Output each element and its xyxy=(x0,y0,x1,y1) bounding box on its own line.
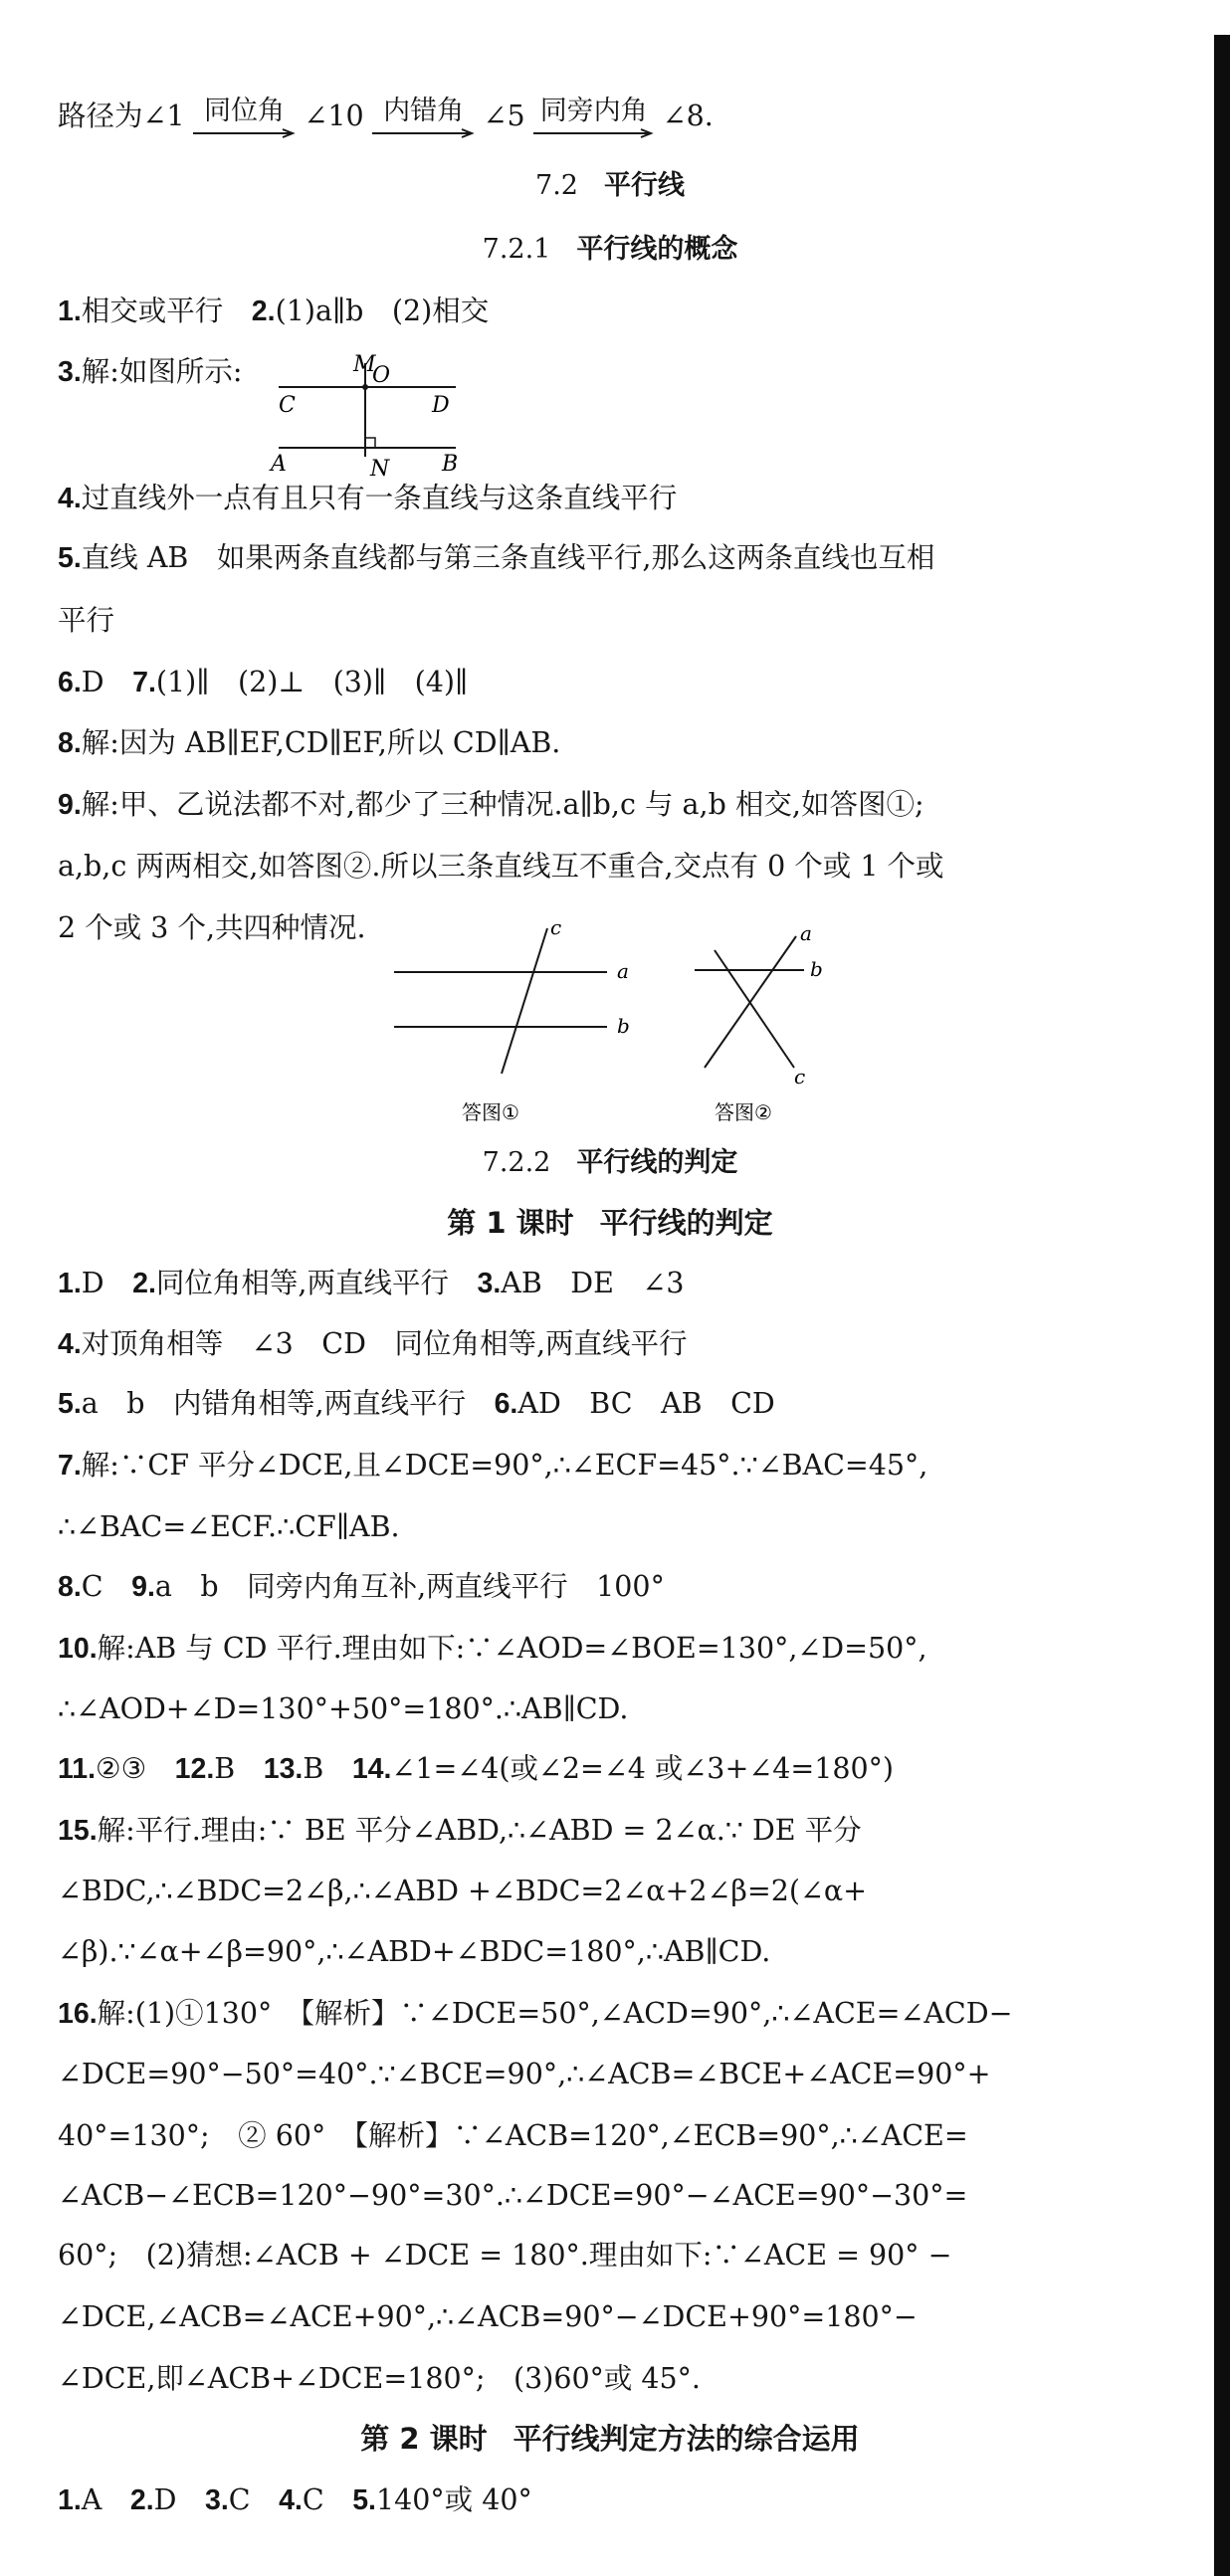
label-c: c xyxy=(550,915,562,939)
answer-line: 40°=130°; ② 60° 【解析】∵∠ACB=120°,∠ECB=90°,∴∠ACE= xyxy=(58,2119,968,2152)
question-number: 2. xyxy=(129,2484,154,2516)
right-arrow-icon xyxy=(372,128,476,138)
lesson-heading-2 xyxy=(58,2417,1162,2461)
arrow-label: 同位角 xyxy=(204,96,286,126)
answer-line xyxy=(58,1809,862,1853)
answer-text: D xyxy=(81,1267,133,1299)
lesson-title: 平行线的判定 xyxy=(599,1206,773,1240)
answer-line xyxy=(58,661,468,704)
answer-line xyxy=(58,783,924,827)
point-o xyxy=(362,384,368,390)
question-number: 5. xyxy=(58,1388,82,1420)
answer-line: ∠ACB−∠ECB=120°−90°=30°.∴∠DCE=90°−∠ACE=90°−30°= xyxy=(58,2179,968,2212)
answer-line xyxy=(58,1444,927,1487)
answer-text: 同位角相等,两直线平行 xyxy=(155,1267,478,1299)
label-b: b xyxy=(810,957,823,981)
answer-text: 相交或平行 xyxy=(81,295,252,327)
label-c: c xyxy=(794,1065,806,1089)
question-number: 12. xyxy=(174,1753,215,1785)
answer-text: AD BC AB CD xyxy=(517,1387,775,1420)
lesson-heading-1 xyxy=(58,1201,1162,1245)
section-title: 平行线的概念 xyxy=(576,234,738,265)
answer-text: 解:平行.理由:∵ BE 平分∠ABD,∴∠ABD = 2∠α.∵ DE 平分 xyxy=(97,1814,862,1847)
answer-text: 解:(1)①130° 【解析】∵∠DCE=50°,∠ACD=90°,∴∠ACE=∠ACD− xyxy=(97,1997,1013,2030)
answer-line xyxy=(58,350,243,394)
label-m: M xyxy=(353,352,376,377)
label-o: O xyxy=(372,363,391,388)
label-a: A xyxy=(271,452,287,477)
answer-text: 解:甲、乙说法都不对,都少了三种情况.a∥b,c 与 a,b 相交,如答图①; xyxy=(81,788,924,821)
question-number: 14. xyxy=(351,1753,392,1785)
answer-line: a,b,c 两两相交,如答图②.所以三条直线互不重合,交点有 0 个或 1 个或 xyxy=(58,850,944,883)
question-number: 1. xyxy=(58,1268,82,1299)
section-heading-7-2 xyxy=(58,164,1162,208)
question-number: 3. xyxy=(205,2484,229,2516)
section-heading-7-2-2 xyxy=(58,1141,1162,1185)
path-arrow-3 xyxy=(533,95,655,138)
question-number: 1. xyxy=(58,296,82,327)
answer-line xyxy=(58,536,934,580)
answer-line: 2 个或 3 个,共四种情况. xyxy=(58,911,366,944)
answer-text: C xyxy=(302,2483,353,2516)
label-b: B xyxy=(442,452,459,477)
answer-line: ∠DCE=90°−50°=40°.∵∠BCE=90°,∴∠ACB=∠BCE+∠ACE=90°+ xyxy=(58,2058,991,2090)
answer-line xyxy=(58,1992,1012,2036)
answer-text: a b 同旁内角互补,两直线平行 100° xyxy=(154,1570,665,1603)
answer-text: (1)a∥b (2)相交 xyxy=(275,295,490,327)
right-arrow-icon xyxy=(533,128,655,138)
question-number: 6. xyxy=(58,667,82,698)
figure-three-lines xyxy=(386,915,854,1134)
question-number: 13. xyxy=(263,1753,304,1785)
answer-line xyxy=(58,1627,927,1671)
answer-line xyxy=(58,1322,688,1366)
lesson-title: 平行线判定方法的综合运用 xyxy=(512,2422,860,2456)
answer-line xyxy=(58,477,677,520)
answer-line: ∴∠AOD+∠D=130°+50°=180°.∴AB∥CD. xyxy=(58,1692,629,1725)
answer-text: AB DE ∠3 xyxy=(501,1267,685,1299)
right-arrow-icon xyxy=(193,128,297,138)
answer-text: C xyxy=(228,2483,280,2516)
line-c xyxy=(502,928,547,1074)
question-number: 8. xyxy=(58,727,82,759)
section-title: 平行线的判定 xyxy=(576,1147,738,1178)
path-line xyxy=(58,95,714,138)
right-angle-mark xyxy=(365,438,375,448)
question-number: 4. xyxy=(58,483,82,514)
answer-text: 直线 AB 如果两条直线都与第三条直线平行,那么这两条直线也互相 xyxy=(81,541,935,574)
answer-text: C xyxy=(81,1570,132,1603)
path-node: ∠5 xyxy=(483,99,525,132)
question-number: 2. xyxy=(251,296,276,327)
figure-caption: 答图② xyxy=(715,1100,772,1124)
answer-text: ②③ xyxy=(96,1752,175,1785)
question-number: 9. xyxy=(131,1571,155,1603)
section-number: 7.2.2 xyxy=(482,1147,551,1178)
scan-edge-shadow xyxy=(1214,35,1230,2576)
answer-line: 平行 xyxy=(58,604,115,637)
answer-line xyxy=(58,721,560,765)
answer-text: a b 内错角相等,两直线平行 xyxy=(81,1387,495,1420)
answer-text: 解:如图所示: xyxy=(81,355,243,388)
answer-text: D xyxy=(81,666,133,698)
section-title: 平行线 xyxy=(603,170,685,201)
answer-line xyxy=(58,290,489,333)
path-node: ∠8. xyxy=(662,99,714,132)
answer-text: D xyxy=(153,2483,206,2516)
path-prefix: 路径为∠1 xyxy=(58,99,185,132)
answer-text: B xyxy=(214,1752,264,1785)
answer-text: (1)∥ (2)⊥ (3)∥ (4)∥ xyxy=(155,666,469,698)
question-number: 9. xyxy=(58,789,82,821)
question-number: 7. xyxy=(58,1450,82,1482)
question-number: 5. xyxy=(58,542,82,574)
answer-figure-2 xyxy=(695,921,823,1124)
section-number: 7.2 xyxy=(535,170,578,201)
label-c: C xyxy=(279,393,296,418)
question-number: 3. xyxy=(477,1268,502,1299)
answer-figure-1 xyxy=(394,915,630,1124)
lesson-number: 第 2 课时 xyxy=(360,2422,488,2456)
label-d: D xyxy=(432,393,450,418)
answer-line: ∠BDC,∴∠BDC=2∠β,∴∠ABD +∠BDC=2∠α+2∠β=2(∠α+ xyxy=(58,1875,868,1907)
question-number: 15. xyxy=(58,1815,98,1847)
label-a: a xyxy=(800,921,812,945)
question-number: 2. xyxy=(132,1268,156,1299)
answer-line: ∴∠BAC=∠ECF.∴CF∥AB. xyxy=(58,1510,400,1543)
path-arrow-2 xyxy=(372,95,476,138)
figure-perpendicular-lines xyxy=(267,351,515,481)
path-node: ∠10 xyxy=(304,99,364,132)
arrow-label: 内错角 xyxy=(383,96,465,126)
question-number: 6. xyxy=(494,1388,518,1420)
answer-line: ∠DCE,即∠ACB+∠DCE=180°; (3)60°或 45°. xyxy=(58,2362,701,2395)
answer-line: 60°; (2)猜想:∠ACB + ∠DCE = 180°.理由如下:∵∠ACE = 90° − xyxy=(58,2239,952,2272)
question-number: 4. xyxy=(58,1328,82,1360)
section-heading-7-2-1 xyxy=(58,228,1162,272)
answer-text: 解:因为 AB∥EF,CD∥EF,所以 CD∥AB. xyxy=(81,726,561,759)
question-number: 8. xyxy=(58,1571,82,1603)
question-number: 7. xyxy=(132,667,156,698)
answer-text: B xyxy=(303,1752,352,1785)
section-number: 7.2.1 xyxy=(482,234,551,265)
question-number: 11. xyxy=(58,1753,97,1785)
lesson-number: 第 1 课时 xyxy=(447,1206,574,1240)
label-a: a xyxy=(617,959,629,983)
answer-text: 解:AB 与 CD 平行.理由如下:∵∠AOD=∠BOE=130°,∠D=50°, xyxy=(97,1632,927,1665)
answer-line: ∠β).∵∠α+∠β=90°,∴∠ABD+∠BDC=180°,∴AB∥CD. xyxy=(58,1935,771,1968)
answer-text: A xyxy=(81,2483,130,2516)
answer-text: 解:∵CF 平分∠DCE,且∠DCE=90°,∴∠ECF=45°.∵∠BAC=45°, xyxy=(81,1449,928,1482)
line-c xyxy=(715,950,794,1068)
answer-line xyxy=(58,1382,775,1426)
answer-line xyxy=(58,1565,665,1609)
label-n: N xyxy=(370,457,390,482)
answer-line xyxy=(58,1747,894,1791)
question-number: 16. xyxy=(58,1998,98,2030)
question-number: 3. xyxy=(58,356,82,388)
question-number: 1. xyxy=(58,2484,82,2516)
answer-text: 对顶角相等 ∠3 CD 同位角相等,两直线平行 xyxy=(81,1327,688,1360)
answer-text: 140°或 40° xyxy=(375,2483,532,2516)
answer-line: ∠DCE,∠ACB=∠ACE+90°,∴∠ACB=90°−∠DCE+90°=180°− xyxy=(58,2300,918,2333)
figure-caption: 答图① xyxy=(462,1100,519,1124)
path-arrow-1 xyxy=(193,95,297,138)
answer-text: ∠1=∠4(或∠2=∠4 或∠3+∠4=180°) xyxy=(391,1752,894,1785)
answer-line xyxy=(58,2478,532,2522)
answer-text: 过直线外一点有且只有一条直线与这条直线平行 xyxy=(81,482,678,514)
question-number: 10. xyxy=(58,1633,98,1665)
arrow-label: 同旁内角 xyxy=(539,96,648,126)
answer-line xyxy=(58,1262,684,1305)
question-number: 5. xyxy=(352,2484,376,2516)
label-b: b xyxy=(617,1014,630,1038)
question-number: 4. xyxy=(279,2484,303,2516)
